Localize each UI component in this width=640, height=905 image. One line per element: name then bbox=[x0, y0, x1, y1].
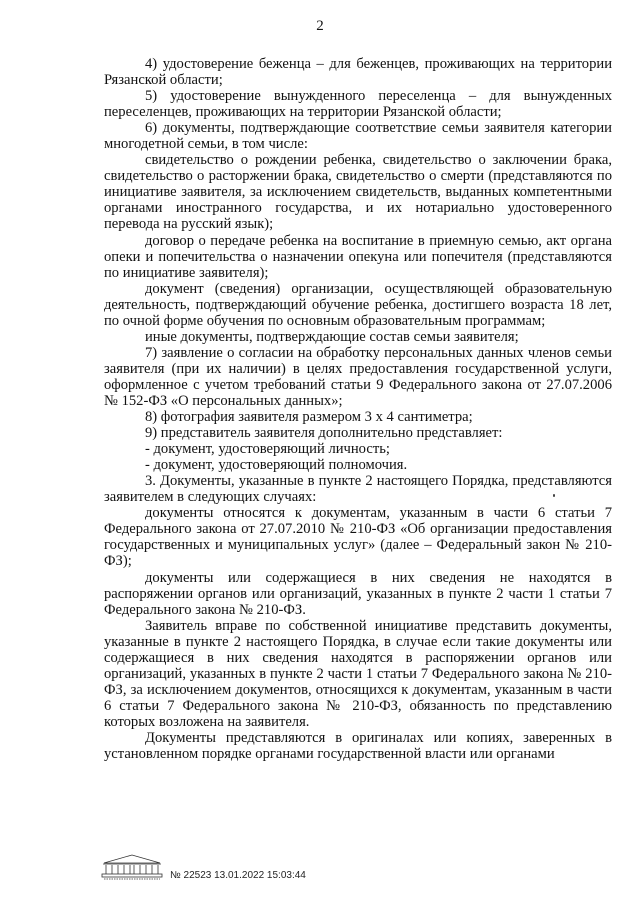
paragraph: 6) документы, подтверждающие соответствие семьи заявителя категории многодетной семьи, в том числе: bbox=[104, 120, 612, 153]
paragraph: документ (сведения) организации, осуществляющей образовательную деятельность, подтверждающий обучение ребенка, достигшего возраста 18 лет, по очной форме обучения по основным образовательным программам; bbox=[104, 280, 612, 329]
scan-speck bbox=[553, 494, 555, 497]
paragraph: документы относятся к документам, указанным в части 6 статьи 7 Федерального закона от 27.07.2010 № 210-ФЗ «Об организации предоставления государственных и муниципальных услуг» (далее – Федеральный закон № 210-ФЗ); bbox=[104, 505, 612, 570]
paragraph: свидетельство о рождении ребенка, свидетельство о заключении брака, свидетельство о расторжении брака, свидетельство о смерти (представляются по инициативе заявителя, за исключением свидетельств, выданных компетентными органами иностранного государства, и их нотариально удостоверенного перевода на русский язык); bbox=[104, 152, 612, 233]
paragraph: Заявитель вправе по собственной инициативе представить документы, указанные в пункте 2 настоящего Порядка, в случае если такие документы или содержащиеся в них сведения находятся в распоряжении органов или организаций, указанных в пункте 2 части 1 статьи 7 Федерального закона № 210-ФЗ, за исключением документов, относящихся к документам, указанным в части 6 статьи 7 Федерального закона № 210-ФЗ, обязанность по представлению которых возложена на заявителя. bbox=[104, 617, 612, 730]
paragraph: - документ, удостоверяющий личность; bbox=[145, 441, 390, 458]
paragraph: 7) заявление о согласии на обработку персональных данных членов семьи заявителя (при их наличии) в целях предоставления государственной услуги, оформленное с учетом требований статьи 9 Федерального закона от 27.07.2006 № 152-ФЗ «О персональных данных»; bbox=[104, 344, 612, 409]
registration-number: № 22523 13.01.2022 15:03:44 bbox=[170, 870, 306, 881]
paragraph: договор о передаче ребенка на воспитание в приемную семью, акт органа опеки и попечительства о назначении опекуна или попечителя (представляются по инициативе заявителя); bbox=[104, 232, 612, 281]
paragraph: 5) удостоверение вынужденного переселенца – для вынужденных переселенцев, проживающих на территории Рязанской области; bbox=[104, 88, 612, 121]
paragraph: 3. Документы, указанные в пункте 2 настоящего Порядка, представляются заявителем в следующих случаях: bbox=[104, 473, 612, 506]
paragraph: Документы представляются в оригиналах или копиях, заверенных в установленном порядке органами государственной власти или органами bbox=[104, 729, 612, 763]
page-number: 2 bbox=[316, 18, 324, 34]
paragraph: 9) представитель заявителя дополнительно представляет: bbox=[145, 425, 503, 442]
paragraph: иные документы, подтверждающие состав семьи заявителя; bbox=[145, 328, 519, 345]
paragraph: - документ, удостоверяющий полномочия. bbox=[145, 457, 408, 474]
government-building-stamp-icon bbox=[100, 852, 164, 880]
document-body bbox=[104, 56, 612, 762]
registration-footer bbox=[100, 852, 400, 892]
paragraph: 4) удостоверение беженца – для беженцев, проживающих на территории Рязанской области; bbox=[104, 56, 612, 89]
paragraph: документы или содержащиеся в них сведения не находятся в распоряжении органов или организаций, указанных в пункте 2 части 1 статьи 7 Федерального закона № 210-ФЗ. bbox=[104, 569, 612, 618]
paragraph: 8) фотография заявителя размером 3 х 4 сантиметра; bbox=[145, 409, 473, 426]
